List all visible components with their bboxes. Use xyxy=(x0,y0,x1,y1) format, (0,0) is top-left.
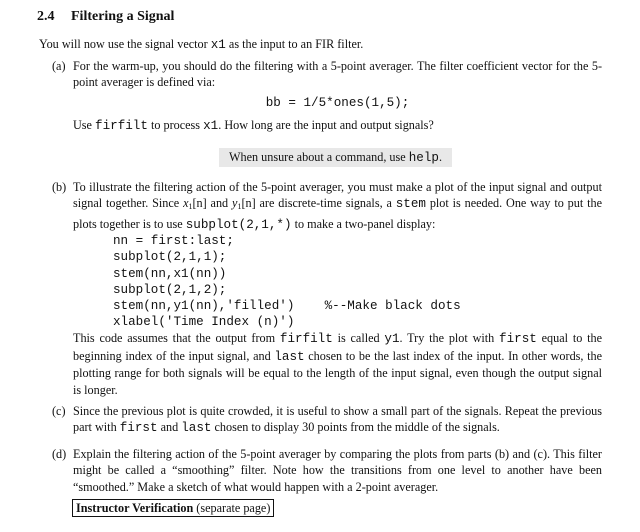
instructor-verification xyxy=(72,496,274,517)
part-b-p1-d: to make a two-panel display: xyxy=(291,216,436,231)
code-stem: stem xyxy=(395,197,426,212)
part-b-text xyxy=(73,179,602,398)
part-a-code: bb = 1/5*ones(1,5); xyxy=(265,95,410,110)
code-firfilt: firfilt xyxy=(95,119,148,134)
help-note-text: When unsure about a command, use xyxy=(229,150,409,164)
part-a-p2-pre: Use xyxy=(73,118,96,133)
part-d-text xyxy=(73,446,602,495)
part-b-p2-b: is called xyxy=(332,331,385,346)
part-a-p2-mid: to process xyxy=(147,118,204,133)
instructor-verification-box xyxy=(72,499,274,517)
part-b-p1-a: To illustrate the filtering action of the 5-point averager, you must make a plot of the input signal and output signal together. Since xyxy=(73,180,602,211)
part-a-p2-post: . How long are the input and output signals? xyxy=(218,118,434,133)
code-line: xlabel('Time Index (n)') xyxy=(113,315,295,330)
code-y1: y1 xyxy=(384,332,400,347)
part-b-p2-c: . Try the plot with xyxy=(399,331,500,346)
math-x-sub: 1 xyxy=(188,202,193,212)
code-firfilt: firfilt xyxy=(279,332,333,347)
part-d-label: (d) xyxy=(52,447,67,461)
code-subplot: subplot(2,1,*) xyxy=(185,217,292,232)
help-note xyxy=(219,148,452,167)
code-last: last xyxy=(181,421,212,436)
part-a-paragraph-1: For the warm-up, you should do the filtering with a 5-point averager. The filter coefficient vector for the 5-point averager is defined via: xyxy=(73,59,602,90)
part-c-label: (c) xyxy=(52,404,66,418)
verification-note: (separate page) xyxy=(193,501,271,515)
part-b-p2-e: chosen to be the last index of the input. In other words, the plotting range for both signals will be equal to the length of the input signal, even though the output signal is longer. xyxy=(73,348,603,397)
part-c-text xyxy=(73,403,602,437)
part-b-p2-d: equal to the beginning index of the input signal, and xyxy=(73,331,602,363)
code-line: subplot(2,1,1); xyxy=(113,250,227,265)
code-x1: x1 xyxy=(203,119,219,134)
part-c-a: Since the previous plot is quite crowded, it is useful to show a small part of the signals. Repeat the previous part with xyxy=(73,404,602,435)
part-a-text xyxy=(73,58,602,135)
section-title: Filtering a Signal xyxy=(71,9,175,24)
math-x: x xyxy=(183,196,189,211)
code-help: help xyxy=(408,151,439,165)
part-b-p1-c: plot is needed. One way to put the plots together is to use xyxy=(73,196,602,231)
code-line: subplot(2,1,2); xyxy=(113,282,227,297)
part-b-and: and xyxy=(206,196,233,211)
math-n2: [n] xyxy=(241,196,256,211)
code-first: first xyxy=(499,332,537,347)
intro-text-end: as the input to an FIR filter. xyxy=(225,37,364,51)
part-c-b: and xyxy=(157,420,182,435)
code-line: nn = first:last; xyxy=(113,234,234,249)
verification-label: Instructor Verification xyxy=(76,501,194,515)
math-y: y xyxy=(232,196,238,211)
intro-paragraph xyxy=(39,36,619,53)
part-b-code-block xyxy=(113,233,602,330)
part-b-p2-a: This code assumes that the output from xyxy=(73,331,280,346)
code-last: last xyxy=(274,349,305,364)
part-a-paragraph-2 xyxy=(73,117,602,134)
intro-code: x1 xyxy=(210,38,226,52)
part-a-label: (a) xyxy=(52,59,66,73)
intro-text: You will now use the signal vector xyxy=(39,37,211,51)
part-a xyxy=(52,58,602,135)
part-d xyxy=(52,446,602,495)
code-first: first xyxy=(119,421,158,436)
section-number: 2.4 xyxy=(37,9,55,24)
part-b-paragraph-1 xyxy=(73,179,602,233)
math-n1: [n] xyxy=(192,196,207,211)
part-b-p1-b: are discrete-time signals, a xyxy=(255,196,396,211)
code-line: stem(nn,y1(nn),'filled') %--Make black dots xyxy=(113,299,461,314)
part-c xyxy=(52,403,602,437)
part-c-c: chosen to display 30 points from the middle of the signals. xyxy=(211,420,500,435)
code-line: stem(nn,x1(nn)) xyxy=(113,266,227,281)
section-heading xyxy=(37,8,174,26)
math-y-sub: 1 xyxy=(237,202,242,212)
part-b xyxy=(52,179,602,398)
help-note-period: . xyxy=(438,150,442,164)
part-b-paragraph-2 xyxy=(73,330,602,398)
part-b-label: (b) xyxy=(52,180,67,194)
part-d-paragraph: Explain the filtering action of the 5-point averager by comparing the plots from parts (b) and (c). This filter might be called a “smoothing” filter. Note how the transitions from one level to another have been “smoothed.” Make a sketch of what would happen with a 2-point averager. xyxy=(73,447,602,494)
